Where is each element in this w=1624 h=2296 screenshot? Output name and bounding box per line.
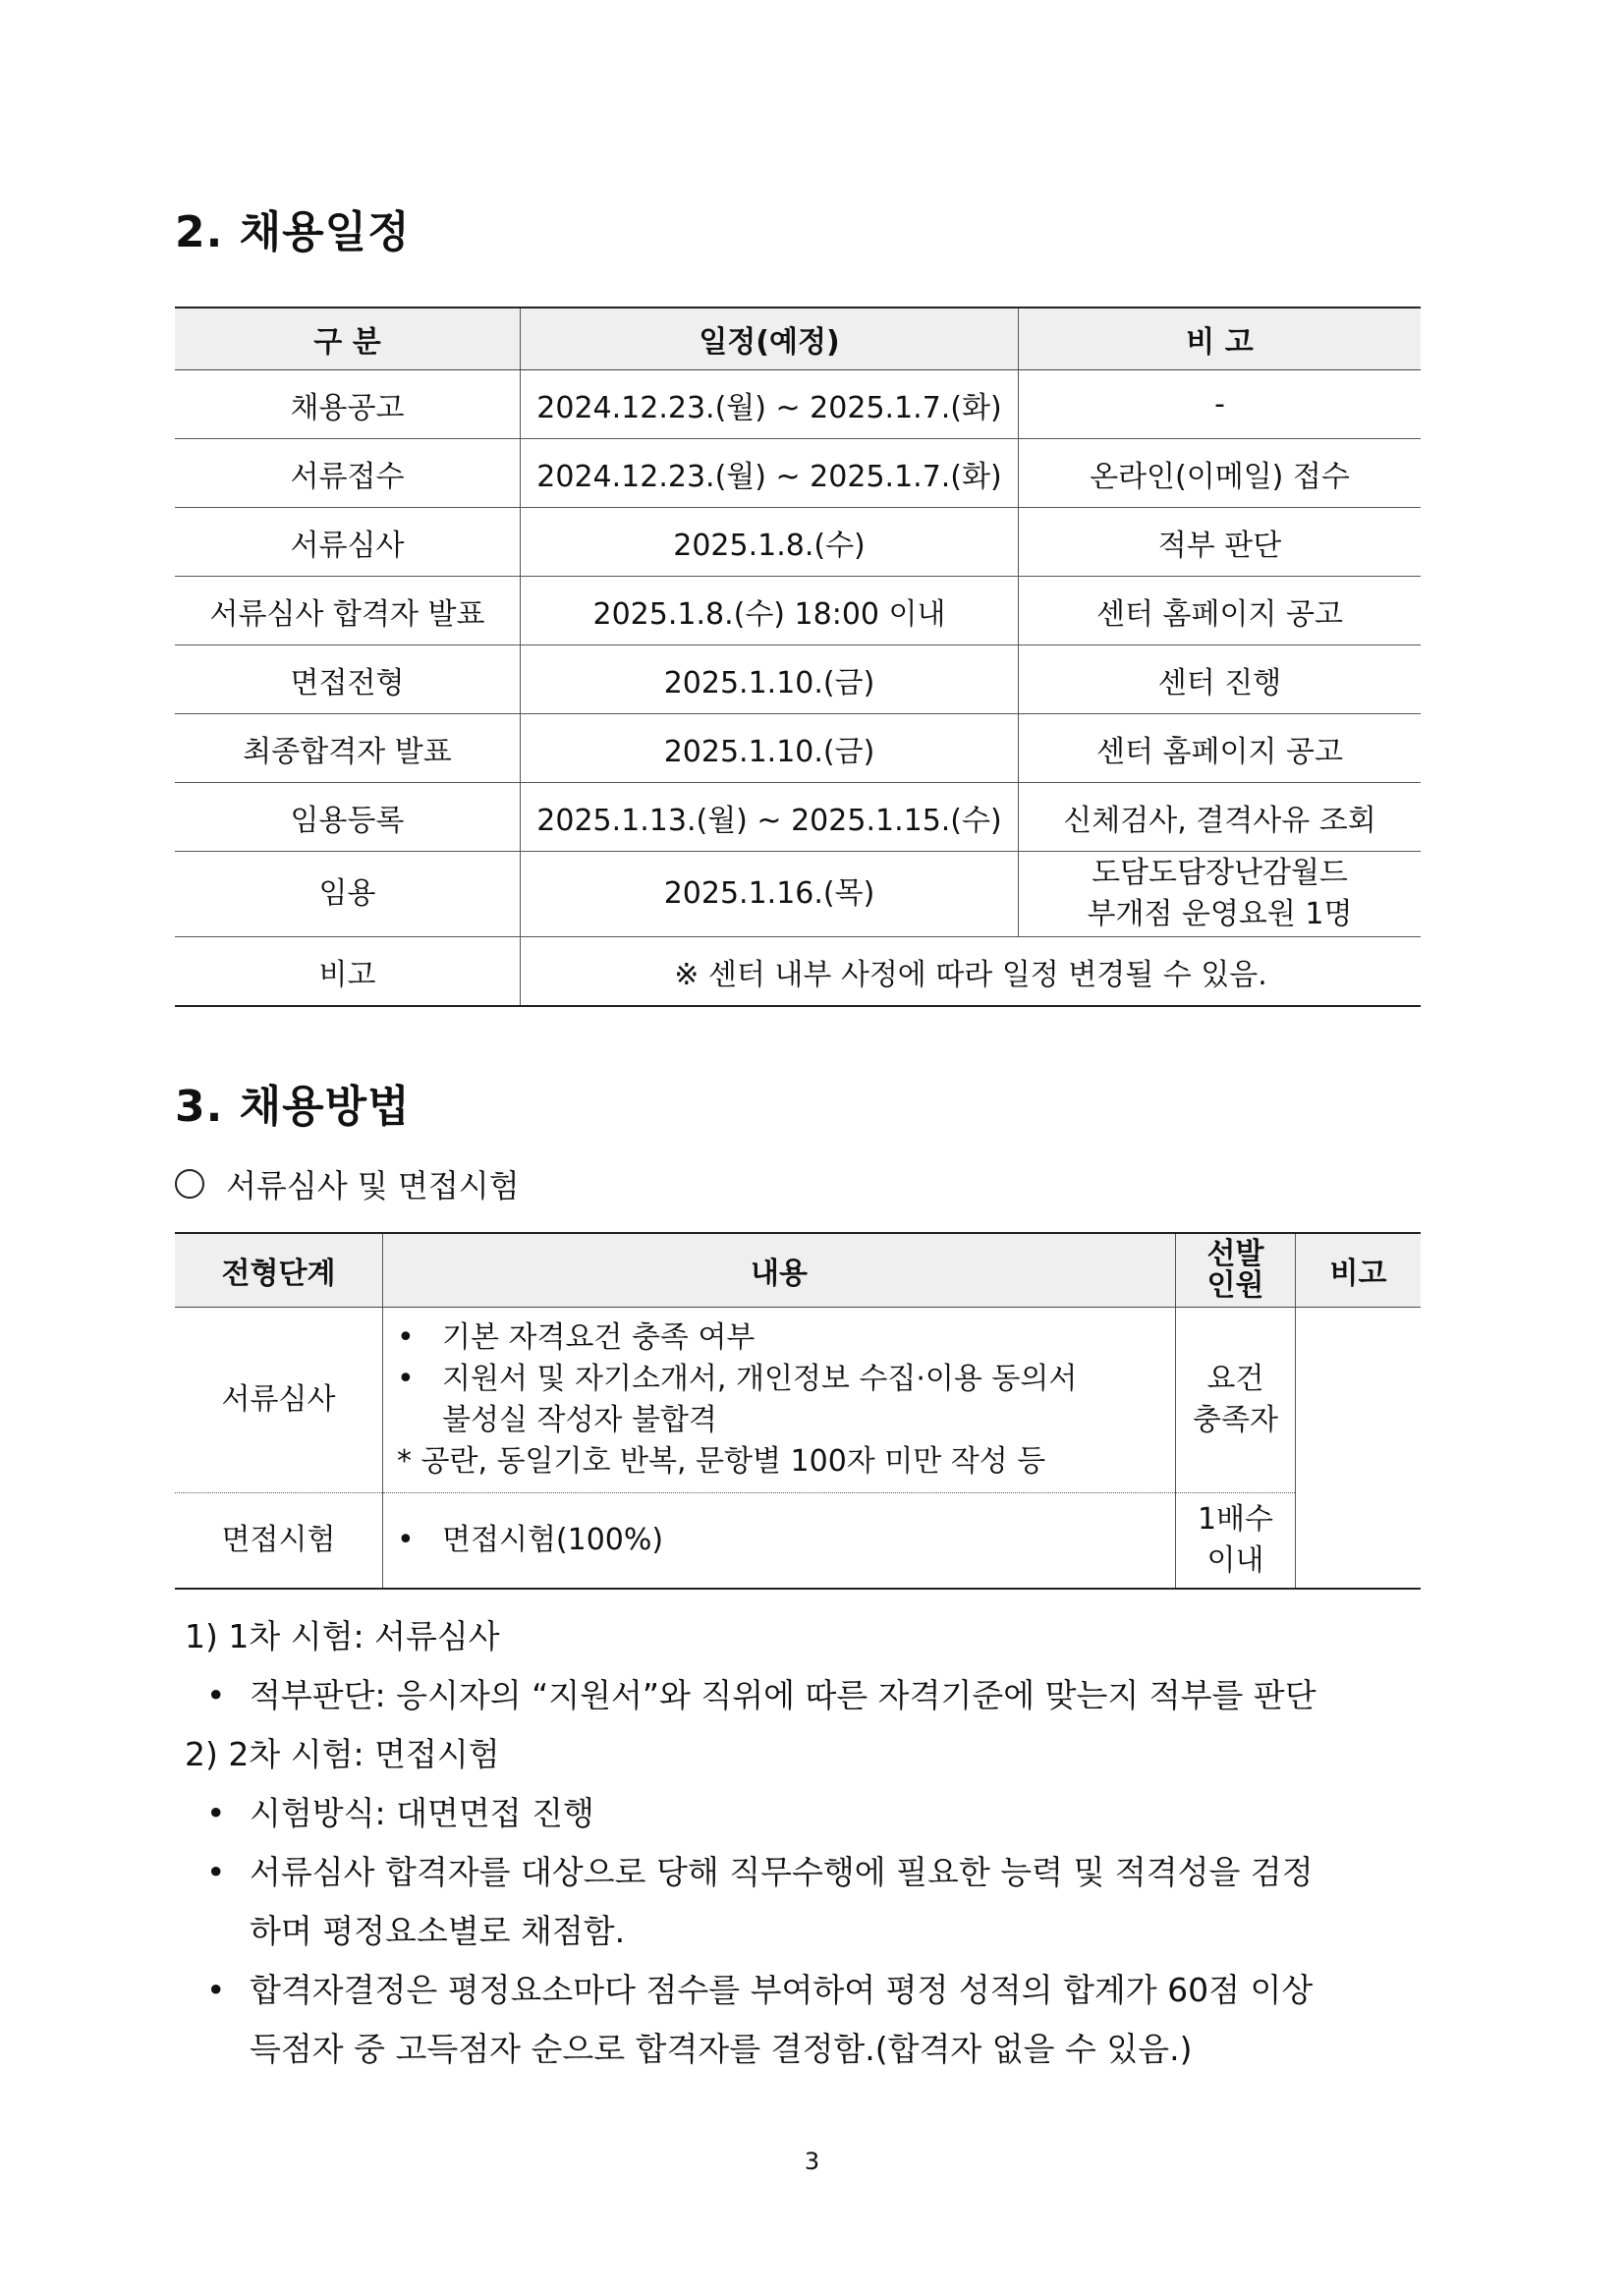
bullet-icon: • xyxy=(206,1676,226,1714)
bullet-icon: • xyxy=(206,1971,226,2009)
header-schedule: 일정(예정) xyxy=(521,308,1019,370)
list-item xyxy=(185,1666,1423,1725)
list-item-line: 불성실 작성자 불합격 xyxy=(442,1403,717,1437)
cell-remark: 센터 홈페이지 공고 xyxy=(1019,714,1422,783)
bullet-icon: • xyxy=(397,1320,415,1355)
cell-schedule: 2025.1.13.(월) ~ 2025.1.15.(수) xyxy=(521,783,1019,852)
table-row xyxy=(175,577,1421,645)
step-heading: 1) 1차 시험: 서류심사 xyxy=(185,1617,500,1655)
header-remark: 비 고 xyxy=(1019,308,1422,370)
cell-remark: 적부 판단 xyxy=(1019,508,1422,577)
cell-remark: - xyxy=(1019,370,1422,439)
cell-category: 임용 xyxy=(175,852,521,937)
step-heading: 2) 2차 시험: 면접시험 xyxy=(185,1735,500,1773)
section2-title: 2. 채용일정 xyxy=(175,207,411,257)
list-item xyxy=(397,1317,1167,1359)
cell-category: 임용등록 xyxy=(175,783,521,852)
cell-schedule: 2025.1.10.(금) xyxy=(521,645,1019,714)
list-item-line: 지원서 및 자기소개서, 개인정보 수집·이용 동의서 xyxy=(442,1362,1078,1396)
list-item xyxy=(185,1961,1423,2079)
cell-selected xyxy=(1176,1308,1296,1493)
header-selected xyxy=(1176,1233,1296,1308)
list-item xyxy=(185,1843,1423,1961)
method-table xyxy=(175,1232,1421,1590)
subheading xyxy=(175,1161,520,1206)
bullet-icon: • xyxy=(206,1853,226,1891)
cell-category: 면접전형 xyxy=(175,645,521,714)
selected-line: 요건 xyxy=(1206,1362,1264,1396)
table-row xyxy=(175,937,1421,1007)
subheading-text: 서류심사 및 면접시험 xyxy=(226,1167,520,1204)
table-row xyxy=(175,439,1421,508)
list-item-text: 시험방식: 대면면접 진행 xyxy=(250,1794,594,1832)
header-content: 내용 xyxy=(383,1233,1176,1308)
bullet-icon: • xyxy=(397,1523,415,1557)
cell-category: 최종합격자 발표 xyxy=(175,714,521,783)
table-row xyxy=(175,783,1421,852)
bullet-icon: • xyxy=(206,1794,226,1832)
section3-title: 3. 채용방법 xyxy=(175,1082,411,1132)
page-number: 3 xyxy=(804,2148,820,2175)
selected-line: 이내 xyxy=(1206,1543,1264,1578)
list-item xyxy=(397,1520,1167,1561)
list-item xyxy=(185,1784,1423,1843)
cell-schedule: 2024.12.23.(월) ~ 2025.1.7.(화) xyxy=(521,439,1019,508)
list-item-line: 서류심사 합격자를 대상으로 당해 직무수행에 필요한 능력 및 적격성을 검정 xyxy=(250,1853,1314,1891)
header-selected-line: 선발 xyxy=(1206,1237,1264,1271)
table-row xyxy=(175,1493,1421,1590)
cell-schedule: 2025.1.8.(수) xyxy=(521,508,1019,577)
table-header-row xyxy=(175,308,1421,370)
cell-remark: 센터 진행 xyxy=(1019,645,1422,714)
list-item-text: 기본 자격요건 충족 여부 xyxy=(442,1320,756,1355)
circle-icon xyxy=(175,1169,204,1199)
cell-schedule: 2025.1.16.(목) xyxy=(521,852,1019,937)
list-item-text: 적부판단: 응시자의 “지원서”와 직위에 따른 자격기준에 맞는지 적부를 판단 xyxy=(250,1676,1316,1714)
selected-line: 충족자 xyxy=(1193,1403,1278,1437)
schedule-table xyxy=(175,307,1421,1007)
cell-remark: 센터 홈페이지 공고 xyxy=(1019,577,1422,645)
table-header-row xyxy=(175,1233,1421,1308)
cell-stage: 서류심사 xyxy=(221,1382,336,1417)
cell-content xyxy=(383,1308,1176,1493)
list-item-text xyxy=(250,1843,1314,1961)
header-selected-line: 인원 xyxy=(1206,1268,1264,1303)
cell-schedule: 2024.12.23.(월) ~ 2025.1.7.(화) xyxy=(521,370,1019,439)
table-row xyxy=(175,852,1421,937)
header-remark: 비고 xyxy=(1296,1233,1422,1308)
remark-line: 도담도담장난감월드 xyxy=(1092,856,1348,890)
header-stage: 전형단계 xyxy=(175,1233,383,1308)
cell-category: 서류심사 합격자 발표 xyxy=(175,577,521,645)
list-item-line: 합격자결정은 평정요소마다 점수를 부여하여 평정 성적의 합계가 60점 이상 xyxy=(250,1971,1314,2009)
selected-line: 1배수 xyxy=(1197,1502,1274,1537)
method-details xyxy=(185,1607,1423,2079)
table-row xyxy=(175,714,1421,783)
cell-selected xyxy=(1176,1493,1296,1590)
cell-remark: 신체검사, 결격사유 조회 xyxy=(1019,783,1422,852)
remark-line: 부개점 운영요원 1명 xyxy=(1087,897,1353,931)
list-item-line: 하며 평정요소별로 채점함. xyxy=(250,1912,626,1950)
cell-remark: 온라인(이메일) 접수 xyxy=(1019,439,1422,508)
table-row xyxy=(175,1308,1421,1493)
cell-stage: 면접시험 xyxy=(175,1493,383,1590)
cell-category: 서류접수 xyxy=(175,439,521,508)
list-item-line: 득점자 중 고득점자 순으로 합격자를 결정함.(합격자 없을 수 있음.) xyxy=(250,2030,1193,2068)
list-item-text xyxy=(250,1961,1313,2079)
cell-category: 비고 xyxy=(175,937,521,1007)
list-item-text: 면접시험(100%) xyxy=(442,1523,664,1557)
cell-remark xyxy=(1019,852,1422,937)
table-row xyxy=(175,508,1421,577)
cell-schedule: 2025.1.10.(금) xyxy=(521,714,1019,783)
header-category: 구 분 xyxy=(175,308,521,370)
table-row xyxy=(175,645,1421,714)
cell-schedule: 2025.1.8.(수) 18:00 이내 xyxy=(521,577,1019,645)
table-row xyxy=(175,370,1421,439)
cell-remark-note: ※ 센터 내부 사정에 따라 일정 변경될 수 있음. xyxy=(521,937,1422,1007)
cell-category: 서류심사 xyxy=(175,508,521,577)
cell-content xyxy=(383,1493,1176,1590)
cell-remark xyxy=(1296,1308,1422,1590)
list-item-text xyxy=(442,1359,1077,1441)
cell-category: 채용공고 xyxy=(175,370,521,439)
note-text: * 공란, 동일기호 반복, 문항별 100자 미만 작성 등 xyxy=(397,1444,1046,1479)
bullet-icon: • xyxy=(397,1362,415,1396)
list-item xyxy=(397,1359,1167,1441)
